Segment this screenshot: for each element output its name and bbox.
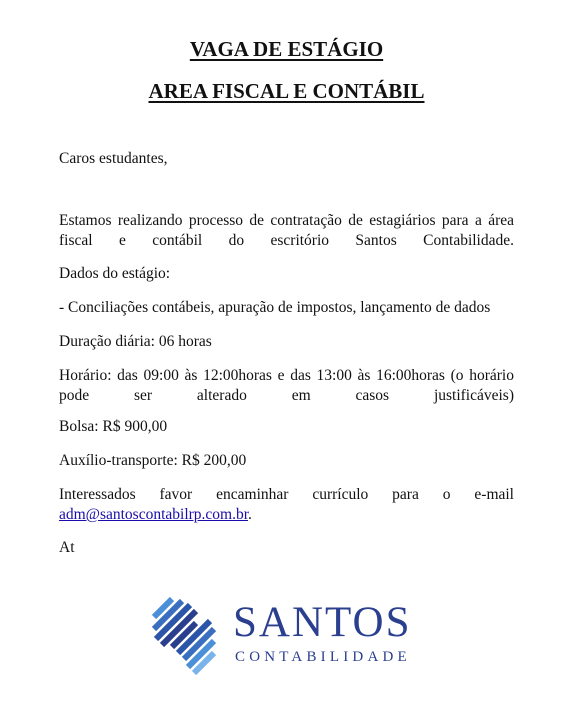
activities-line: - Conciliações contábeis, apuração de impostos, lançamento de dados [59,299,491,316]
company-logo [148,597,438,677]
details-heading: Dados do estágio: [59,265,171,282]
closing: At [59,539,75,556]
document-subtitle: AREA FISCAL E CONTÁBIL [148,79,425,103]
schedule-paragraph: Horário: das 09:00 às 12:00horas e das 13:00 às 16:00horas (o horário pode ser alterado em casos justificáveis) [59,367,514,404]
logo-subtitle: CONTABILIDADE [235,649,411,665]
duration-line: Duração diária: 06 horas [59,333,212,350]
logo-wordmark: SANTOS [233,599,412,646]
contact-text: Interessados favor encaminhar currículo para o e-mail [59,486,514,503]
contact-email-link[interactable]: adm@santoscontabilrp.com.br [59,506,249,523]
intro-paragraph: Estamos realizando processo de contratação de estagiários para a área fiscal e contábil do escritório Santos Contabilidade. [59,212,514,249]
contact-email-line [59,505,514,525]
transport-line: Auxílio-transporte: R$ 200,00 [59,452,247,469]
stipend-line: Bolsa: R$ 900,00 [59,418,168,435]
document-title: VAGA DE ESTÁGIO [189,37,384,61]
contact-period: . [248,506,252,523]
greeting: Caros estudantes, [59,150,168,167]
stripes-s-icon [148,597,228,677]
